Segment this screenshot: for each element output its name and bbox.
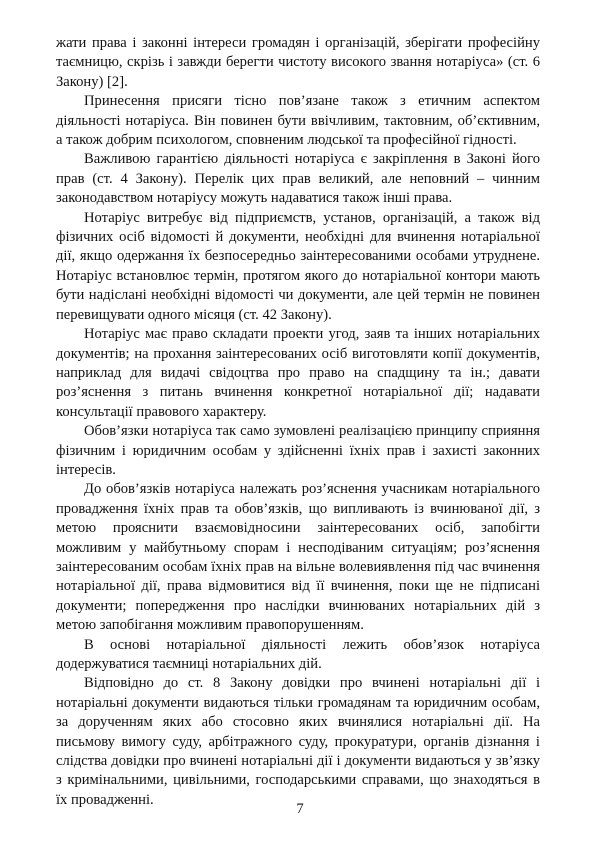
paragraph-7: До обов’язків нотаріуса належать роз’яснення учасникам нотаріального провадження їхніх прав та обов’язків, що випливають із вчинюваної дії, з метою прояснити взаємовідносини заінтересованих осіб, запобігти можливим у майбутньому спорам і несподіваним ситуаціям; роз’яснення заінтересованим особам їхніх прав на вільне волевиявлення під час вчинення нотаріальної дії, права відмовитися від її вчинення, поки ще не підписані документи; попередження про наслідки вчинюваних нотаріальних дій з метою запобігання можливим правопорушенням. — [56, 481, 540, 634]
paragraph-1: жати права і законні інтереси громадян і організацій, зберігати професійну таємницю, скрізь і завжди берегти чистоту високого звання нотаріуса» (ст. 6 Закону) [2]. — [56, 35, 540, 90]
paragraph-4: Нотаріус витребує від підприємств, установ, організацій, а також від фізичних осіб відомості й документи, необхідні для вчинення нотаріальної дії, якщо одержання їх безпосередньо заінтересованими особами утруднене. Нотаріус встановлює термін, протягом якого до нотаріальної контори мають бути надіслані необхідні відомості чи документи, але цей термін не повинен перевищувати одного місяця (ст. 42 Закону). — [56, 209, 540, 323]
paragraph-9: Відповідно до ст. 8 Закону довідки про вчинені нотаріальні дії і нотаріальні документи видаються тільки громадянам та юридичним особам, за дорученням яких або стосовно яких вчинялися нотаріальні дії. На письмову вимогу суду, арбітражного суду, прокуратури, органів дізнання і слідства довідки про вчинені нотаріальні дії і документи видаються у зв’язку з кримінальними, цивільними, господарськими справами, що знаходяться в їх провадженні. — [56, 675, 540, 808]
paragraph-3: Важливою гарантією діяльності нотаріуса є закріплення в Законі його прав (ст. 4 Закону). Перелік цих прав великий, але неповний – чинним законодавством нотаріусу можуть надаватися також інші права. — [56, 151, 540, 207]
paragraph-8: В основі нотаріальної діяльності лежить обов’язок нотаріуса додержуватися таємниці нотаріальних дій. — [56, 636, 540, 672]
paragraph-5: Нотаріус має право складати проекти угод, заяв та інших нотаріальних документів; на прохання заінтересованих осіб виготовляти копії документів, наприклад для видачі свідоцтва про право на спадщину та ін.; давати роз’яснення з питань вчинення конкретної нотаріальної дії; надавати консультації правового характеру. — [56, 326, 540, 420]
document-body — [56, 34, 540, 810]
paragraph-2: Принесення присяги тісно пов’язане також з етичним аспектом діяльності нотаріуса. Він повинен бути ввічливим, тактовним, об’єктивним, а також добрим психологом, сповненим людської та професійної гідності. — [56, 93, 540, 149]
paragraph-6: Обов’язки нотаріуса так само зумовлені реалізацією принципу сприяння фізичним і юридичним особам у здійсненні їхніх прав і захисті законних інтересів. — [56, 423, 540, 478]
page-number: 7 — [296, 801, 304, 817]
